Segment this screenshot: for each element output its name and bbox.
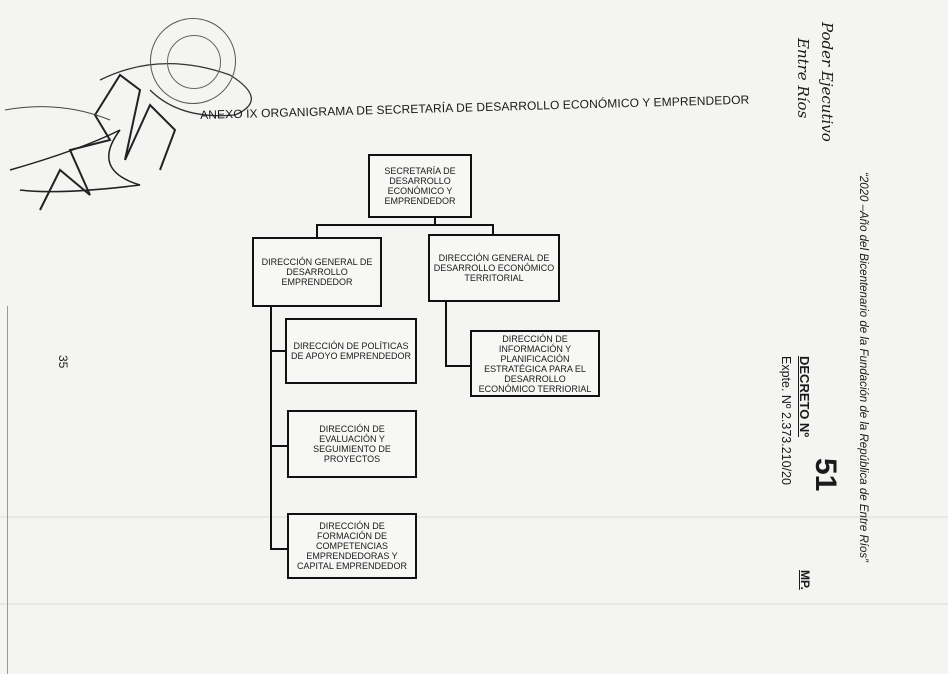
connector-line [316, 224, 494, 226]
org-box-label: SECRETARÍA DE DESARROLLO ECONÓMICO Y EMPRENDEDOR [384, 166, 456, 206]
year-motto: “2020 –Año del Bicentenario de la Fundación de la República de Entre Ríos” [857, 172, 869, 562]
org-box-dir-formacion [287, 513, 417, 579]
connector-line [270, 350, 286, 352]
connector-line [270, 548, 288, 550]
decreto-label: DECRETO Nº [797, 356, 812, 438]
org-box-label: DIRECCIÓN GENERAL DE DESARROLLO ECONÓMICO TERRITORIAL [433, 253, 555, 283]
org-box-label: DIRECCIÓN DE POLÍTICAS DE APOYO EMPRENDEDOR [290, 341, 412, 361]
page-title: ANEXO IX ORGANIGRAMA DE SECRETARÍA DE DESARROLLO ECONÓMICO Y EMPRENDEDOR [200, 92, 750, 122]
page-number: 35 [56, 355, 70, 369]
entre-rios-label: Entre Ríos [794, 38, 812, 119]
org-box-label: DIRECCIÓN GENERAL DE DESARROLLO EMPRENDEDOR [261, 257, 373, 287]
decreto-suffix: MP. [798, 570, 812, 590]
margin-rule [7, 306, 8, 674]
connector-line [445, 365, 471, 367]
org-box-dg-desarrollo-territorial [428, 234, 560, 302]
scan-line [0, 516, 948, 518]
org-box-label: DIRECCIÓN DE INFORMACIÓN Y PLANIFICACIÓN ESTRATÉGICA PARA EL DESARROLLO ECONÓMICO TERRIORIAL [478, 333, 592, 394]
connector-line [445, 300, 447, 367]
org-box-label: DIRECCIÓN DE FORMACIÓN DE COMPETENCIAS EMPRENDEDORAS Y CAPITAL EMPRENDEDOR [296, 521, 408, 571]
expediente-number: Expte. Nº 2.373.210/20 [779, 356, 793, 485]
org-box-label: DIRECCIÓN DE EVALUACIÓN Y SEGUIMIENTO DE PROYECTOS [313, 424, 391, 464]
org-box-dir-evaluacion [287, 410, 417, 478]
org-box-dir-politicas [285, 318, 417, 384]
official-seal [150, 18, 236, 104]
org-box-dg-desarrollo-emprendedor [252, 237, 382, 307]
org-box-secretaria [368, 154, 472, 218]
connector-line [270, 445, 288, 447]
org-box-dir-informacion [470, 330, 600, 397]
decreto-number: 51 [809, 458, 842, 492]
poder-ejecutivo-label: Poder Ejecutivo [818, 22, 836, 142]
scan-line [0, 603, 948, 605]
connector-line [270, 307, 272, 550]
